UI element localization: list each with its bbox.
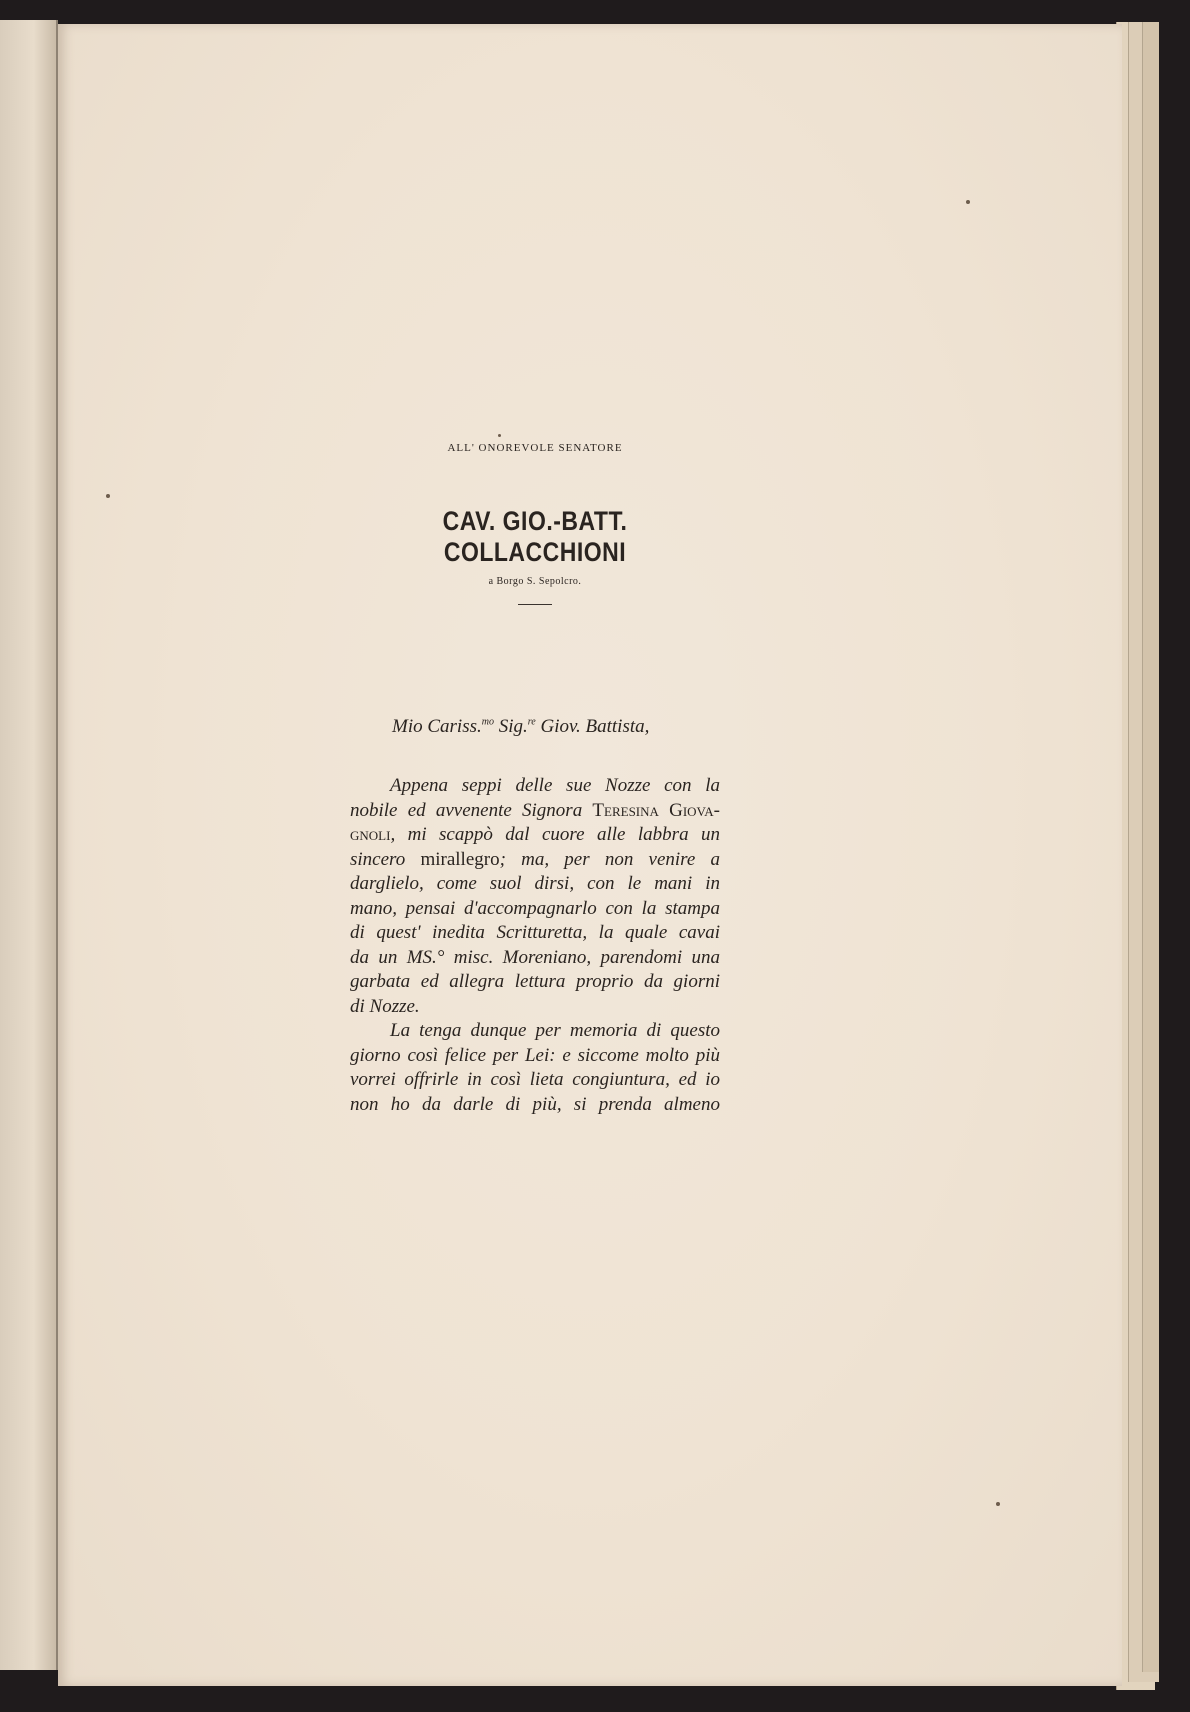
divider-rule	[518, 604, 552, 605]
text-span: vorrei offrirle in così lieta congiuntura, ed io	[350, 1069, 720, 1090]
text-span: giorno così felice per Lei: e siccome molto più	[350, 1044, 720, 1066]
text-line	[350, 823, 720, 848]
addressee-name: CAV. GIO.-BATT. COLLACCHIONI	[442, 505, 628, 567]
text-span: garbata ed allegra lettura proprio da giorni	[350, 971, 720, 992]
addressee-prefix: ALL' ONOREVOLE SENATORE	[447, 442, 623, 454]
letter-body	[350, 774, 720, 1117]
salutation-text: Sig.	[493, 716, 528, 737]
text-span: sincero	[350, 848, 421, 870]
text-line	[350, 1019, 720, 1044]
text-span: mano, pensai d'accompagnarlo con la stampa	[350, 897, 720, 919]
text-line	[350, 872, 720, 897]
text-span: di quest' inedita Scritturetta, la quale cavai	[350, 922, 720, 943]
text-line	[350, 897, 720, 922]
upright-word: mirallegro	[420, 848, 500, 870]
text-line	[350, 921, 720, 946]
text-line	[350, 1044, 720, 1069]
salutation-text: Mio Cariss.	[392, 716, 482, 737]
page-edge	[1142, 22, 1159, 1672]
text-span: da un MS.° misc. Moreniano, parendomi una	[350, 946, 720, 968]
text-span: Appena seppi delle sue Nozze con la	[390, 775, 720, 796]
name-smallcaps: Teresina Giova-	[592, 799, 720, 821]
paper-speck	[966, 200, 970, 204]
salutation-superscript: mo	[481, 716, 494, 728]
text-span: ; ma, per non venire a	[499, 848, 720, 870]
book-page	[58, 24, 1122, 1686]
text-span: di Nozze.	[350, 995, 420, 1017]
paper-speck	[106, 494, 110, 498]
text-span: , mi scappò dal cuore alle labbra un	[390, 824, 720, 845]
text-span: nobile ed avvenente Signora	[350, 799, 593, 821]
salutation	[392, 716, 712, 738]
text-line	[350, 946, 720, 971]
addressee-place: a Borgo S. Sepolcro.	[488, 576, 582, 587]
text-line	[350, 995, 720, 1020]
salutation-superscript: re	[527, 716, 536, 728]
name-smallcaps: gnoli	[350, 824, 391, 845]
text-line	[350, 1068, 720, 1093]
previous-page-edge	[0, 20, 58, 1670]
text-span: La tenga dunque per memoria di questo	[390, 1020, 720, 1041]
paper-speck	[996, 1502, 1000, 1506]
text-line	[350, 799, 720, 824]
text-line	[350, 774, 720, 799]
salutation-text: Giov. Battista,	[535, 716, 650, 737]
text-span: non ho da darle di più, si prenda almeno	[350, 1093, 720, 1115]
paper-speck	[498, 434, 501, 437]
text-line	[350, 848, 720, 873]
text-line	[350, 1093, 720, 1118]
text-span: darglielo, come suol dirsi, con le mani in	[350, 873, 720, 894]
text-line	[350, 970, 720, 995]
